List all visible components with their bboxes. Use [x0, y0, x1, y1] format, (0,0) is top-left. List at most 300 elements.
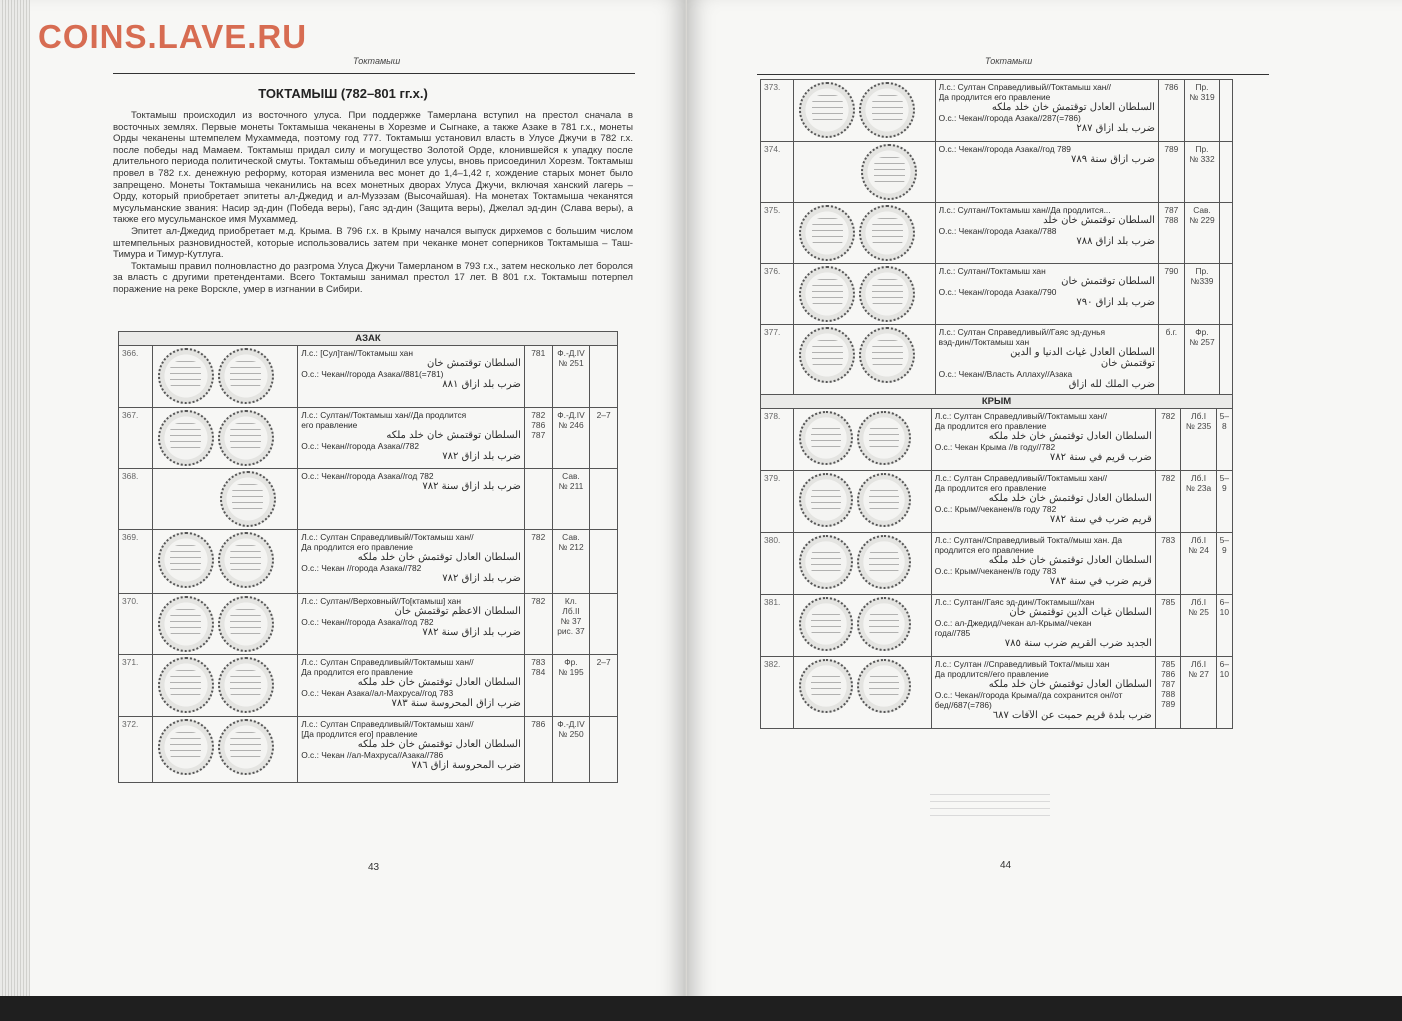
legend-translation: Да продлится//его правление — [934, 669, 1049, 679]
legend-translation: года//785 — [934, 628, 971, 638]
year-value: 782 — [1161, 411, 1176, 421]
coin-description — [935, 203, 1158, 264]
coin-reverse-image — [218, 657, 274, 713]
reference-line: № 332 — [1189, 154, 1215, 164]
page-number: 43 — [368, 862, 380, 873]
hijri-year — [1158, 264, 1184, 325]
year-value: 786 — [1164, 82, 1179, 92]
reference-line: Лб.I — [1191, 473, 1207, 483]
arabic-legend: ضرب قريم في سنة ٧٨٢ — [1049, 452, 1152, 463]
legend-translation: О.с.: Чекан//города Азака//год 782 — [301, 617, 434, 627]
hijri-year — [524, 408, 552, 469]
arabic-legend: ضرب بلد ازاق ٧٩٠ — [1076, 297, 1155, 308]
rarity-range: 2–7 — [590, 655, 618, 717]
reference-line: № 229 — [1189, 215, 1215, 225]
coin-table-azak — [118, 331, 618, 783]
coin-row — [761, 409, 1233, 471]
coin-images — [794, 264, 935, 325]
coin-images — [794, 471, 931, 533]
legend-translation: вэд-дин//Токтамыш хан — [938, 337, 1030, 347]
catalog-reference — [1184, 264, 1220, 325]
rarity-range — [590, 530, 618, 594]
arabic-legend: السلطان توقتمش خان خلد ملكه — [386, 430, 521, 441]
year-value: 786 — [531, 420, 546, 430]
legend-translation: [Да продлится его] правление — [301, 729, 418, 739]
rarity-range — [590, 346, 618, 408]
hijri-year — [524, 346, 552, 408]
reference-line: Лб.I — [1191, 535, 1207, 545]
legend-translation: О.с.: Чекан Азака//ал-Махруса//год 783 — [301, 688, 454, 698]
year-value: 781 — [531, 348, 546, 358]
coin-description — [935, 264, 1158, 325]
reference-line: №339 — [1190, 276, 1214, 286]
reference-line: Лб.I — [1191, 659, 1207, 669]
year-value: 785 — [1161, 597, 1176, 607]
coin-images — [152, 594, 298, 655]
year-value: 788 — [1161, 689, 1176, 699]
reference-line: № 195 — [558, 667, 584, 677]
page-edges — [0, 0, 30, 1008]
legend-translation: О.с.: Крым//чеканен//в году 782 — [934, 504, 1057, 514]
coin-obverse-image — [799, 266, 855, 322]
coin-reverse-image — [218, 532, 274, 588]
hijri-year — [1155, 533, 1181, 595]
reference-line: Фр. — [564, 657, 578, 667]
arabic-legend: السلطان العادل توقتمش خان خلد ملكه — [357, 677, 521, 688]
coin-reverse-image — [859, 205, 915, 261]
arabic-legend: ضرب الملك لله ازاق — [1068, 379, 1155, 390]
year-value: 786 — [1161, 669, 1176, 679]
coin-reverse-image — [218, 410, 274, 466]
catalog-reference — [552, 530, 590, 594]
catalog-number: 374. — [761, 142, 794, 203]
coin-obverse-image — [158, 657, 214, 713]
catalog-reference — [1181, 595, 1216, 657]
rarity-range — [1220, 203, 1233, 264]
catalog-number: 380. — [761, 533, 794, 595]
legend-translation: О.с.: Чекан Крыма //в году//782 — [934, 442, 1056, 452]
coin-images — [152, 346, 298, 408]
coin-obverse-image — [158, 348, 214, 404]
coin-description — [298, 717, 525, 783]
catalog-reference — [1184, 80, 1220, 142]
coin-images — [794, 657, 931, 729]
reference-line: Ф.-Д.IV — [557, 719, 585, 729]
coin-description — [298, 346, 525, 408]
reference-line: Фр. — [1195, 327, 1209, 337]
coin-obverse-image — [799, 327, 855, 383]
coin-obverse-image — [220, 471, 276, 527]
coin-description — [298, 408, 525, 469]
coin-reverse-image — [859, 82, 915, 138]
legend-translation: Л.с.: Султан Справедливый//Токтамыш хан// — [301, 719, 474, 729]
year-value: 785 — [1161, 659, 1176, 669]
arabic-legend: السلطان العادل غياث الدنيا و الدين — [1010, 347, 1155, 358]
coin-reverse-image — [218, 719, 274, 775]
coin-row — [761, 657, 1233, 729]
reference-line: № 23а — [1185, 483, 1212, 493]
reference-line: № 25 — [1188, 607, 1209, 617]
catalog-reference — [1184, 203, 1220, 264]
arabic-legend: قريم ضرب في سنة ٧٨٣ — [1049, 576, 1152, 587]
coin-row — [761, 533, 1233, 595]
arabic-legend: السلطان العادل توقتمش خان خلد ملكه — [357, 552, 521, 563]
reference-line: № 211 — [558, 481, 584, 491]
legend-translation: О.с.: Чекан//города Азака//788 — [938, 226, 1057, 236]
catalog-reference — [1184, 142, 1220, 203]
rarity-range — [590, 717, 618, 783]
coin-reverse-image — [859, 266, 915, 322]
hijri-year — [1158, 325, 1184, 401]
legend-translation: О.с.: Чекан//города Азака//782 — [301, 441, 420, 451]
catalog-number: 366. — [119, 346, 153, 408]
coin-obverse-image — [799, 597, 853, 651]
coin-images — [794, 325, 935, 401]
legend-translation: Да продлится его правление — [934, 421, 1047, 431]
coin-row — [761, 80, 1233, 142]
legend-translation: его правление — [301, 420, 358, 430]
legend-translation: О.с.: Чекан//города Азака//881(=781) — [301, 369, 444, 379]
rarity-range: 6–10 — [1216, 657, 1232, 729]
catalog-number: 373. — [761, 80, 794, 142]
catalog-number: 371. — [119, 655, 153, 717]
legend-translation: О.с.: Чекан//города Азака//790 — [938, 287, 1057, 297]
coin-images — [152, 530, 298, 594]
arabic-legend: السلطان العادل توقتمش خان خلد ملكه — [988, 431, 1152, 442]
catalog-reference — [552, 655, 590, 717]
running-head-right: Токтамыш — [985, 56, 1033, 66]
arabic-legend: ضرب بلدة قريم حميت عن الآفات ٦٨٧ — [992, 710, 1152, 721]
rarity-range — [590, 469, 618, 530]
year-value: 787 — [531, 430, 546, 440]
reference-line: № 27 — [1188, 669, 1209, 679]
catalog-reference — [1181, 533, 1216, 595]
rarity-range: 5–9 — [1216, 533, 1232, 595]
catalog-reference — [552, 717, 590, 783]
legend-translation: Л.с.: Султан Справедливый//Токтамыш хан// — [301, 657, 474, 667]
catalog-reference — [552, 469, 590, 530]
coin-description — [298, 655, 525, 717]
legend-translation: Л.с.: Султан//Токтамыш хан//Да продлится... — [938, 205, 1111, 215]
arabic-legend: ضرب ازاق سنة ٧٨٩ — [1070, 154, 1155, 165]
coin-description — [931, 409, 1155, 471]
coin-row — [761, 264, 1233, 325]
catalog-number: 367. — [119, 408, 153, 469]
year-value: 782 — [531, 596, 546, 606]
legend-translation: Л.с.: [Сул]тан//Токтамыш хан — [301, 348, 413, 358]
coin-row — [119, 530, 618, 594]
rarity-range — [1220, 142, 1233, 203]
hijri-year — [1158, 80, 1184, 142]
legend-translation: Л.с.: Султан Справедливый//Токтамыш хан// — [934, 411, 1108, 421]
catalog-number: 372. — [119, 717, 153, 783]
legend-translation: Л.с.: Султан //Справедливый Токта//мыш хан — [934, 659, 1110, 669]
coin-reverse-image — [218, 348, 274, 404]
coin-description — [298, 594, 525, 655]
site-watermark: COINS.LAVE.RU — [38, 18, 308, 55]
coin-images — [152, 469, 298, 530]
coin-images — [794, 142, 935, 203]
arabic-legend: السلطان غياث الدين توقتمش خان — [1009, 607, 1152, 618]
legend-translation: Л.с.: Султан Справедливый//Токтамыш хан// — [934, 473, 1108, 483]
reference-line: рис. 37 — [557, 626, 585, 636]
reference-line: № 37 — [560, 616, 582, 626]
coin-images — [152, 655, 298, 717]
coin-description — [935, 80, 1158, 142]
coin-reverse-image — [857, 411, 911, 465]
coin-row — [761, 471, 1233, 533]
reference-line: № 246 — [558, 420, 584, 430]
legend-translation: О.с.: Чекан //ал-Махруса//Азака//786 — [301, 750, 444, 760]
rarity-range — [1220, 80, 1233, 142]
intro-text — [113, 110, 633, 296]
hijri-year — [1155, 409, 1181, 471]
section-header: АЗАК — [119, 332, 618, 346]
rarity-range: 5–8 — [1216, 409, 1232, 471]
legend-translation: Л.с.: Султан//Верховный//То[ктамыш] хан — [301, 596, 461, 606]
hijri-year — [1155, 595, 1181, 657]
reference-line: Кл. — [564, 596, 578, 606]
coin-images — [152, 408, 298, 469]
legend-translation: Да продлится его правление — [301, 542, 413, 552]
coin-description — [935, 142, 1158, 203]
coin-obverse-image — [799, 535, 853, 589]
catalog-reference — [552, 408, 590, 469]
book-edge — [0, 996, 1402, 1021]
reference-line: № 251 — [558, 358, 584, 368]
catalog-number: 382. — [761, 657, 794, 729]
coin-reverse-image — [218, 596, 274, 652]
reference-line: Лб.I — [1191, 411, 1207, 421]
reference-line: Лб.II — [562, 606, 580, 616]
arabic-legend: السلطان توقتمش خان — [1061, 276, 1155, 287]
arabic-legend: السلطان العادل توقتمش خان خلد ملكه — [988, 555, 1152, 566]
intro-paragraph: Эпитет ал-Джедид приобретает м.д. Крыма. В 796 г.х. в Крыму начался выпуск дирхемов с большим числом штемпельных разновидностей, которые использовались затем при чеканке монет соперников Токтамыша – Таш-Тимура и Тимур-Кутлуга. — [113, 225, 633, 261]
legend-translation: О.с.: Чекан//города Азака//год 782 — [301, 471, 434, 481]
coin-images — [794, 80, 935, 142]
page-number: 44 — [1000, 860, 1012, 871]
catalog-number: 376. — [761, 264, 794, 325]
year-value: 789 — [1164, 144, 1179, 154]
legend-translation: Да продлится его правление — [938, 92, 1051, 102]
coin-row — [119, 594, 618, 655]
arabic-legend: ضرب ازاق المحروسة سنة ٧٨٣ — [391, 698, 521, 709]
coin-row — [119, 469, 618, 530]
legend-translation: Л.с.: Султан//Токтамыш хан//Да продлится — [301, 410, 467, 420]
coin-description — [298, 469, 525, 530]
reference-line: Сав. — [562, 532, 580, 542]
coin-reverse-image — [859, 327, 915, 383]
coin-obverse-image — [799, 411, 853, 465]
year-value: 782 — [1161, 473, 1176, 483]
coin-description — [931, 471, 1155, 533]
year-value: б.г. — [1165, 327, 1178, 337]
catalog-number: 378. — [761, 409, 794, 471]
coin-obverse-image — [799, 473, 853, 527]
arabic-legend: السلطان العادل توقتمش خان خلد ملكه — [988, 493, 1152, 504]
reference-line: Сав. — [562, 471, 580, 481]
coin-row — [761, 203, 1233, 264]
legend-translation: Л.с.: Султан//Токтамыш хан — [938, 266, 1046, 276]
year-value: 789 — [1161, 699, 1176, 709]
coin-row — [119, 408, 618, 469]
hijri-year — [1158, 203, 1184, 264]
reference-line: № 212 — [558, 542, 584, 552]
arabic-legend: ضرب بلد ازاق ٧٨٢ — [442, 451, 521, 462]
coin-images — [794, 409, 931, 471]
year-value: 783 — [531, 657, 546, 667]
coin-table-krym — [760, 394, 1233, 729]
catalog-reference — [1181, 471, 1216, 533]
hijri-year — [524, 530, 552, 594]
rarity-range: 2–7 — [590, 408, 618, 469]
arabic-legend: ضرب بلد ازاق ٢٨٧ — [1076, 123, 1155, 134]
coin-table-azak-cont — [760, 79, 1233, 401]
coin-reverse-image — [857, 597, 911, 651]
arabic-legend: ضرب بلد ازاق سنة ٧٨٢ — [422, 481, 521, 492]
reference-line: Пр. — [1195, 144, 1209, 154]
coin-description — [931, 657, 1155, 729]
intro-paragraph: Токтамыш происходил из восточного улуса. При поддержке Тамерлана вступил на престол сначала в восточных землях. Первые монеты Токтамыша чеканены в Хорезме и Сыгнаке, а также Азаке в 781 г.х., монеты Орды чеканены штемпелем Мухаммеда, поэтому год 777. Токтамыш установил власть в Улусе Джучи в 782 г.х. после победы над Мамаем. Токтамыш придал силу и могущество Золотой Орде, клонившейся к упадку после длительного периода политической смуты. Токтамыш объединил все улусы, вновь присоединил Хорезм. Токтамыш провел в 782 г.х. денежную реформу, которая изменила вес монет до 1,4–1,42 г, хождение старых монет было запрещено. Монеты Токтамыша чеканились на всех монетных дворах Улуса Джучи, включая ханский лагерь – Орду, который приобретает эпитеты ал-Джедид и ал-Музэзам (Высочайшая). На монетах Токтамыша чеканятся мусульманские звания: Насир эд-дин (Победа веры), Гаяс эд-дин (Защита веры), Джелал эд-дин (Слава веры), а также его мусульманское имя Мухаммед. — [113, 110, 633, 226]
legend-translation: О.с.: Крым//чеканен//в году 783 — [934, 566, 1057, 576]
reference-line: № 24 — [1188, 545, 1209, 555]
hijri-year — [1158, 142, 1184, 203]
rarity-range: 5–9 — [1216, 471, 1232, 533]
rarity-range — [590, 594, 618, 655]
catalog-reference — [1181, 657, 1216, 729]
reference-line: Пр. — [1195, 82, 1209, 92]
year-value: 787 — [1164, 205, 1179, 215]
arabic-legend: ضرب بلد ازاق ٧٨٢ — [442, 573, 521, 584]
header-rule-right — [757, 74, 1269, 75]
catalog-number: 377. — [761, 325, 794, 401]
arabic-legend: السلطان العادل توقتمش خان خلد ملكه — [991, 102, 1155, 113]
legend-translation: Да продлится его правление — [301, 667, 413, 677]
arabic-legend: ضرب بلد ازاق ٨٨١ — [442, 379, 521, 390]
catalog-reference — [552, 346, 590, 408]
rarity-range: 6–10 — [1216, 595, 1232, 657]
running-head-left: Токтамыш — [353, 56, 401, 66]
coin-obverse-image — [158, 532, 214, 588]
coin-obverse-image — [861, 144, 917, 200]
left-page — [0, 0, 686, 1008]
coin-obverse-image — [799, 82, 855, 138]
coin-row — [119, 717, 618, 783]
coin-row — [119, 346, 618, 408]
reference-line: № 235 — [1185, 421, 1212, 431]
faded-text — [930, 792, 1050, 822]
reference-line: № 257 — [1189, 337, 1215, 347]
coin-obverse-image — [799, 659, 853, 713]
coin-images — [152, 717, 298, 783]
year-value: 783 — [1161, 535, 1176, 545]
coin-images — [794, 203, 935, 264]
coin-row — [761, 325, 1233, 401]
rarity-range — [1220, 264, 1233, 325]
hijri-year — [524, 717, 552, 783]
header-rule-left — [113, 73, 635, 74]
year-value: 786 — [531, 719, 546, 729]
chapter-title: ТОКТАМЫШ (782–801 гг.х.) — [258, 86, 428, 101]
coin-images — [794, 533, 931, 595]
legend-translation: О.с.: Чекан//города Азака//год 789 — [938, 144, 1071, 154]
year-value: 787 — [1161, 679, 1176, 689]
legend-translation: Л.с.: Султан//Гаяс эд-дин//Токтамыш//хан — [934, 597, 1095, 607]
rarity-range — [1220, 325, 1233, 401]
arabic-legend: ضرب المحروسة ازاق ٧٨٦ — [411, 760, 521, 771]
coin-description — [931, 533, 1155, 595]
coin-description — [931, 595, 1155, 657]
arabic-legend: السلطان توقتمش خان خلد — [1043, 215, 1155, 226]
coin-row — [761, 595, 1233, 657]
coin-reverse-image — [857, 473, 911, 527]
arabic-legend: السلطان الاعظم توقتمش خان — [394, 606, 521, 617]
year-value: 782 — [531, 532, 546, 542]
reference-line: Ф.-Д.IV — [557, 410, 585, 420]
legend-translation: О.с.: Чекан//города Крыма//да сохранится он//от — [934, 690, 1123, 700]
arabic-legend: السلطان العادل توقتمش خان خلد ملكه — [988, 679, 1152, 690]
coin-images — [794, 595, 931, 657]
catalog-reference — [1184, 325, 1220, 401]
year-value: 782 — [531, 410, 546, 420]
catalog-number: 369. — [119, 530, 153, 594]
arabic-legend: قريم ضرب في سنة ٧٨٢ — [1049, 514, 1152, 525]
legend-translation: продлится его правление — [934, 545, 1034, 555]
reference-line: Лб.I — [1191, 597, 1207, 607]
coin-reverse-image — [857, 535, 911, 589]
coin-obverse-image — [158, 410, 214, 466]
section-header: КРЫМ — [761, 395, 1233, 409]
reference-line: № 319 — [1189, 92, 1215, 102]
legend-translation: бед//687(=786) — [934, 700, 992, 710]
coin-row — [119, 655, 618, 717]
legend-translation: Да продлится его правление — [934, 483, 1047, 493]
coin-description — [935, 325, 1158, 401]
reference-line: Пр. — [1195, 266, 1209, 276]
catalog-number: 368. — [119, 469, 153, 530]
catalog-number: 381. — [761, 595, 794, 657]
legend-translation: Л.с.: Султан Справедливый//Токтамыш хан// — [301, 532, 474, 542]
legend-translation: О.с.: Чекан//города Азака//287(=786) — [938, 113, 1081, 123]
legend-translation: О.с.: Чекан //города Азака//782 — [301, 563, 422, 573]
legend-translation: О.с.: ал-Джедид//чекан ал-Крыма//чекан — [934, 618, 1092, 628]
legend-translation: Л.с.: Султан Справедливый//Гаяс эд-дунья — [938, 327, 1106, 337]
arabic-legend: توقتمش خان — [1100, 358, 1155, 369]
reference-line: Ф.-Д.IV — [557, 348, 585, 358]
arabic-legend: ضرب بلد ازاق سنة ٧٨٢ — [422, 627, 521, 638]
hijri-year — [524, 594, 552, 655]
year-value: 788 — [1164, 215, 1179, 225]
arabic-legend: ضرب بلد ازاق ٧٨٨ — [1076, 236, 1155, 247]
catalog-number: 375. — [761, 203, 794, 264]
catalog-number: 379. — [761, 471, 794, 533]
intro-paragraph: Токтамыш правил полновластно до разгрома Улуса Джучи Тамерланом в 793 г.х., затем несколько лет боролся за власть с другими претендентами. Всего Токтамыш занимал престол 17 лет. В 801 г.х. Токтамыш потерпел поражение на реке Ворскле, умер в изгнании в Сибири. — [113, 260, 633, 295]
arabic-legend: السلطان توقتمش خان — [427, 358, 521, 369]
hijri-year — [524, 655, 552, 717]
catalog-number: 370. — [119, 594, 153, 655]
legend-translation: Л.с.: Султан Справедливый//Токтамыш хан// — [938, 82, 1112, 92]
arabic-legend: الجديد ضرب القريم ضرب سنة ٧٨٥ — [1004, 638, 1152, 649]
catalog-reference — [552, 594, 590, 655]
hijri-year — [1155, 471, 1181, 533]
coin-obverse-image — [158, 596, 214, 652]
reference-line: Сав. — [1193, 205, 1211, 215]
legend-translation: О.с.: Чекан//Власть Аллаху//Азака — [938, 369, 1073, 379]
arabic-legend: السلطان العادل توقتمش خان خلد ملكه — [357, 739, 521, 750]
coin-description — [298, 530, 525, 594]
coin-reverse-image — [857, 659, 911, 713]
year-value: 790 — [1164, 266, 1179, 276]
